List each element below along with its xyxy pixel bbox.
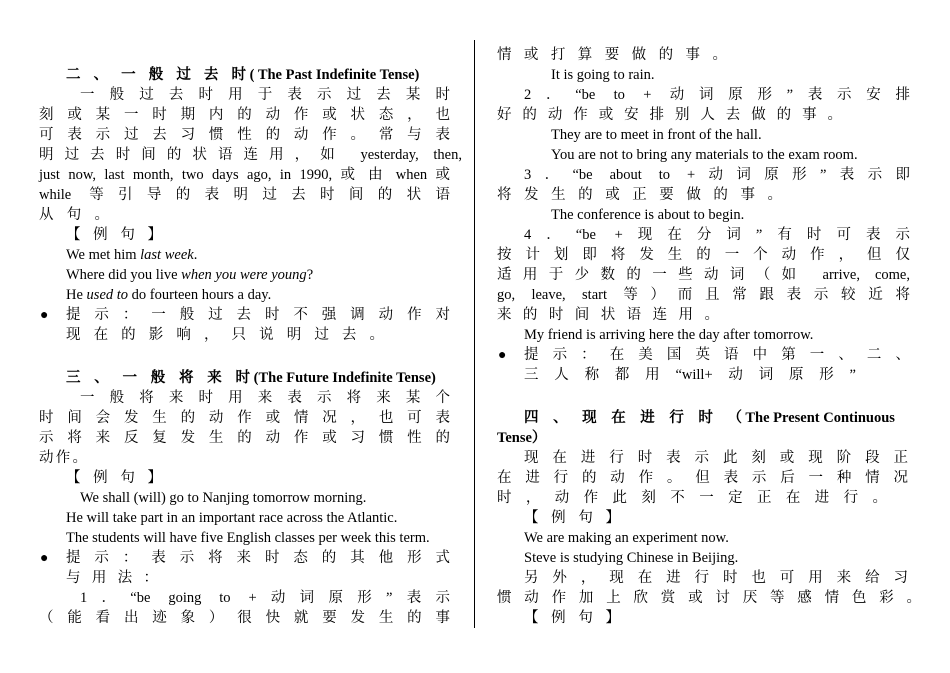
bullet-icon: ● <box>498 348 507 363</box>
list-item-be-about-to: 将发生的或正要做的事。 <box>497 187 782 203</box>
example-sentence: He will take part in an important race across the Atlantic. <box>66 510 398 526</box>
paragraph-line: 时，动作此刻不一定正在进行。 <box>497 490 887 506</box>
paragraph-line: 可表示过去习惯性的动作。常与表 <box>39 127 450 143</box>
example-sentence: Where did you live when you were young? <box>66 267 314 283</box>
section-heading-past-indefinite: 二、一般过去时 ( The Past Indefinite Tense) <box>66 67 420 83</box>
example-sentence: We are making an experiment now. <box>524 530 729 546</box>
paragraph-line: 时间会发生的动作或情况，也可表 <box>39 410 450 426</box>
list-item-be-doing: 4．“be +现在分词”有时可表示 <box>524 227 910 243</box>
paragraph-line: while 等引导的表明过去时间的状语 <box>39 187 450 203</box>
list-item-be-doing: 按计划即将发生的一个动作，但仅 <box>497 247 910 263</box>
example-sentence: My friend is arriving here the day after tomorrow. <box>524 327 814 343</box>
example-label: 【例句】 <box>66 470 162 486</box>
paragraph-line: 情或打算要做的事。 <box>497 47 727 63</box>
paragraph-line: 从句。 <box>39 207 109 223</box>
tip-line: 提示：一般过去时不强调动作对 <box>66 307 450 323</box>
example-label: 【例句】 <box>524 610 620 626</box>
section-heading-present-continuous-cont: Tense） <box>497 430 547 446</box>
section-heading-future-indefinite: 三、一般将来时 (The Future Indefinite Tense) <box>66 370 436 386</box>
bullet-icon: ● <box>40 308 49 323</box>
paragraph-line: 刻或某一时期内的动作或状态，也 <box>39 107 450 123</box>
paragraph-line: 动作。 <box>39 450 87 466</box>
example-sentence: We shall (will) go to Nanjing tomorrow morning. <box>80 490 367 506</box>
list-item-be-to: 2．“be to + 动词原形”表示安排 <box>524 87 910 103</box>
paragraph-line: 现在进行时表示此刻或现阶段正 <box>524 450 908 466</box>
column-divider <box>474 40 475 628</box>
list-item-be-doing: go, leave, start 等）而且常跟表示较近将 <box>497 287 910 303</box>
tip-line: 与用法： <box>66 570 158 586</box>
example-sentence: It is going to rain. <box>551 67 655 83</box>
example-label: 【例句】 <box>66 227 162 243</box>
paragraph-line: 一般将来时用来表示将来某个 <box>80 390 450 406</box>
example-sentence: You are not to bring any materials to the exam room. <box>551 147 858 163</box>
example-sentence: Steve is studying Chinese in Beijing. <box>524 550 739 566</box>
example-sentence: We met him last week. <box>66 247 198 263</box>
list-item-be-about-to: 3．“be about to +动词原形”表示即 <box>524 167 910 183</box>
section-heading-present-continuous: 四、现在进行时（ The Present Continuous <box>524 410 895 426</box>
tip-line: 提示：在美国英语中第一、二、 <box>524 347 910 363</box>
example-sentence: The conference is about to begin. <box>551 207 745 223</box>
tip-line: 三人称都用“will+动词原形” <box>524 367 856 383</box>
list-item-be-doing: 来的时间状语连用。 <box>497 307 719 323</box>
paragraph-line: 惯动作加上欣赏或讨厌等感情色彩。 <box>497 590 921 606</box>
list-item-be-going-to: 1．“be going to +动词原形”表示 <box>80 590 450 606</box>
example-sentence: The students will have five English classes per week this term. <box>66 530 430 546</box>
paragraph-line: 另外，现在进行时也可用来给习 <box>524 570 908 586</box>
bullet-icon: ● <box>40 551 49 566</box>
paragraph-line: 示将来反复发生的动作或习惯性的 <box>39 430 450 446</box>
tip-line: 现在的影响，只说明过去。 <box>66 327 384 343</box>
example-label: 【例句】 <box>524 510 620 526</box>
example-sentence: They are to meet in front of the hall. <box>551 127 762 143</box>
tip-line: 提示：表示将来时态的其他形式 <box>66 550 450 566</box>
paragraph-line: 明过去时间的状语连用，如 yesterday, then, <box>39 147 462 163</box>
paragraph-line: 一般过去时用于表示过去某时 <box>80 87 450 103</box>
list-item-be-to: 好的动作或安排别人去做的事。 <box>497 107 842 123</box>
example-sentence: He used to do fourteen hours a day. <box>66 287 272 303</box>
list-item-be-going-to: （能看出迹象）很快就要发生的事 <box>39 610 450 626</box>
paragraph-line: 在进行的动作。但表示后一种情况 <box>497 470 908 486</box>
list-item-be-doing: 适用于少数的一些动词（如 arrive, come, <box>497 267 910 283</box>
paragraph-line: just now, last month, two days ago, in 1990, 或 由 when 或 <box>39 167 450 183</box>
